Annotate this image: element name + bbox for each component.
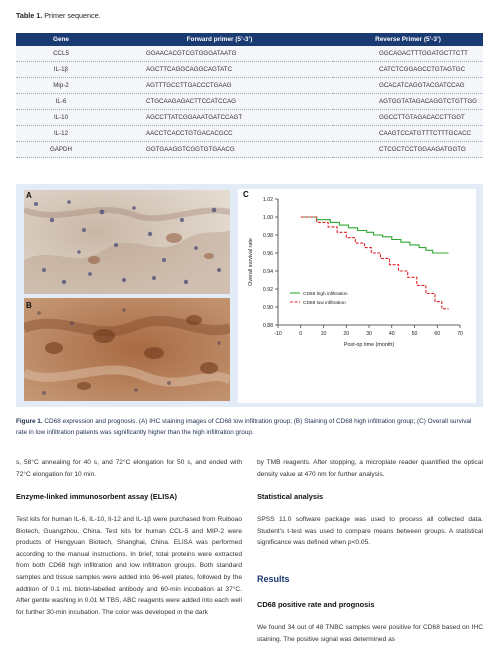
reverse-cell: CTCGCTCCTGGAAGATGGTG [333, 142, 483, 158]
statistics-paragraph: SPSS 11.0 software package was used to process all collected data. Student’s t-test was used to compare means between groups. A statistical significance was defined when p<0.05. [257, 516, 483, 547]
x-tick-label: 10 [320, 331, 327, 337]
ihc-image-high-infiltration [24, 298, 230, 401]
x-tick-label: -10 [274, 331, 282, 337]
table-row [16, 78, 483, 94]
reverse-cell: CAAGTCCATGTTTCTTTGCACC [333, 126, 483, 142]
header-gene: Gene [16, 33, 106, 46]
panel-label-c: C [243, 190, 249, 199]
gene-cell: CCL5 [16, 46, 106, 62]
methods-paragraph-elisa: Test kits for human IL-6, IL-10, Il-12 and IL-1β were purchased from Ruiboao Biotech, Guangzhou, China. Test kits for human CCL-5 and MIP-2 were products of Hengyuan Biotech, Shanghai, China. ELISA was performed according to the manual instructions. In brief, total proteins were extracted from both CD68 high infiltration and low infiltration groups. Both standard samples and tissue samples were added into 96-well plates, followed by the addition of 0.1 mL biotin-labelled antibody and 60-min incubation at 37°C. After gentle washing in 0.01 M TBS, ABC reagents were added into each well for further 30-min incubation. The color was developed in the dark [16, 516, 242, 616]
table-row [16, 46, 483, 62]
x-axis-title: Post-op time (month) [343, 342, 395, 348]
results-heading: Results [257, 574, 290, 584]
x-tick-label: 20 [343, 331, 350, 337]
y-tick-label: 0.94 [262, 269, 273, 275]
x-tick-label: 40 [388, 331, 395, 337]
ihc-image-low-infiltration [24, 190, 230, 294]
table-title [16, 11, 101, 20]
methods-paragraph-pcr: s, 58°C annealing for 40 s, and 72°C elongation for 50 s, and ended with 72°C elongation for 10 min. [16, 459, 242, 478]
y-tick-label: 0.96 [262, 251, 273, 257]
figure-caption [16, 416, 483, 438]
table-row [16, 62, 483, 78]
table-title-label: Table 1. [16, 11, 43, 20]
reverse-cell: GGCCTTGTAGACACCTTGGT [333, 110, 483, 126]
reverse-cell: GGCAGACTTTGGATGCTTCTT [333, 46, 483, 62]
figure-caption-text: CD68 expression and prognosis. (A) IHC staining images of CD68 low infiltration group; (B) Staining of CD68 high infiltration group; (C) Overall survival rate in low infiltration patients was significantly higher than the high infiltration group. [16, 418, 472, 436]
x-tick-label: 50 [411, 331, 418, 337]
y-tick-label: 1.00 [262, 215, 273, 221]
table-row [16, 126, 483, 142]
results-paragraph: We found 34 out of 48 TNBC samples were positive for CD68 based on IHC staining. The positive signal was determined as [257, 624, 483, 643]
x-tick-label: 60 [434, 331, 441, 337]
forward-cell: CTGCAAGAGACTTCCATCCAG [106, 94, 333, 110]
methods-paragraph-tmb: by TMB reagents. After stopping, a microplate reader quantified the optical density value at 470 nm for further analysis. [257, 459, 483, 478]
forward-cell: AGCCTTATCGGAAATGATCCAGT [106, 110, 333, 126]
reverse-cell: CATCTCGGAGCCTGTAGTGC [333, 62, 483, 78]
reverse-cell: AGTGGTATAGACAGGTCTGTTGG [333, 94, 483, 110]
y-tick-label: 0.92 [262, 287, 273, 293]
header-forward-primer: Forward primer (5’-3’) [106, 33, 333, 46]
gene-cell: IL-6 [16, 94, 106, 110]
x-tick-label: 0 [299, 331, 303, 337]
panel-label-b: B [26, 301, 32, 310]
forward-cell: GGAACACGTCGTGGGATAATG [106, 46, 333, 62]
forward-cell: AACCTCACCTGTGACACGCC [106, 126, 333, 142]
gene-cell: IL-10 [16, 110, 106, 126]
table-row [16, 110, 483, 126]
survival-chart [238, 189, 476, 403]
primer-table [16, 33, 483, 158]
forward-cell: AGTTTGCCTTGACCCTGAAG [106, 78, 333, 94]
y-tick-label: 0.98 [262, 233, 273, 239]
y-axis-title: Overall survival rate [248, 238, 254, 286]
gene-cell: IL-12 [16, 126, 106, 142]
header-reverse-primer: Reverse Primer (5’-3’) [333, 33, 483, 46]
legend-label: CD68 low infiltration [303, 301, 346, 306]
panel-label-a: A [26, 191, 32, 200]
forward-cell: AGCTTCAGGCAGGCAGTATC [106, 62, 333, 78]
legend-label: CD68 high infiltration [303, 292, 348, 297]
statistical-analysis-heading: Statistical analysis [257, 492, 324, 501]
cd68-results-heading: CD68 positive rate and prognosis [257, 600, 375, 609]
reverse-cell: GCACATCAGGTACGATCCAG [333, 78, 483, 94]
y-tick-label: 1.02 [262, 197, 273, 203]
elisa-heading: Enzyme-linked immunosorbent assay (ELISA) [16, 492, 177, 501]
gene-cell: GAPDH [16, 142, 106, 158]
table-header-row [16, 33, 483, 46]
gene-cell: Mip-2 [16, 78, 106, 94]
gene-cell: IL-1β [16, 62, 106, 78]
x-tick-label: 30 [366, 331, 372, 337]
table-title-text: Primer sequence. [42, 11, 101, 20]
forward-cell: GGTGAAGGTCGGTGTGAACG [106, 142, 333, 158]
table-row [16, 94, 483, 110]
table-row [16, 142, 483, 158]
y-tick-label: 0.90 [262, 305, 273, 311]
figure-caption-label: Figure 1. [16, 418, 43, 425]
y-tick-label: 0.88 [262, 323, 273, 329]
x-tick-label: 70 [457, 331, 463, 337]
